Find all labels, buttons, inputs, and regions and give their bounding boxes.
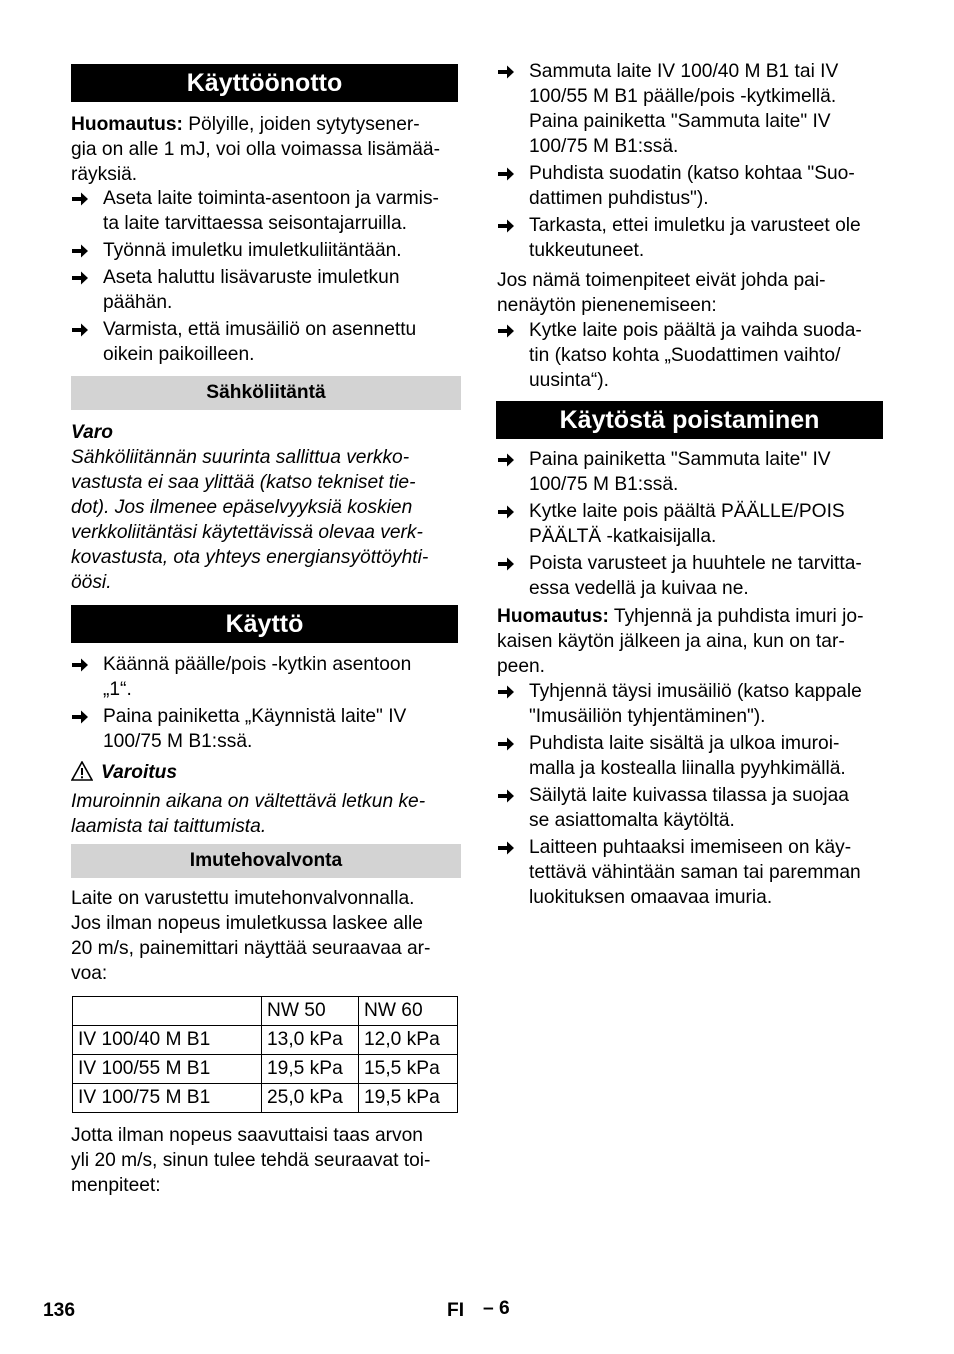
table-cell: 15,5 kPa [359, 1055, 458, 1084]
list-item-line: Tarkasta, ettei imuletku ja varusteet ole [529, 215, 861, 236]
arrow-right-icon [497, 323, 515, 339]
language-code: FI [447, 1300, 465, 1321]
list-item-line: tukkeutuneet. [529, 240, 645, 261]
list-item-line: Säilytä laite kuivassa tilassa ja suojaa [529, 785, 849, 806]
text-line: Laite on varustettu imutehonvalvonnalla. [71, 888, 415, 909]
arrow-right-icon [497, 504, 515, 520]
list-item-line: luokituksen omaavaa imuria. [529, 887, 773, 908]
pressure-table [72, 996, 458, 1113]
list-item [71, 186, 495, 236]
text-line: menpiteet: [71, 1175, 161, 1196]
list-item-line: päähän. [103, 292, 173, 313]
text-line: 20 m/s, painemittari näyttää seuraavaa ar- [71, 938, 431, 959]
list-item [497, 318, 919, 393]
arrow-right-icon [497, 556, 515, 572]
list-item [71, 652, 495, 702]
list-item-line: tin (katso kohta „Suodattimen vaihto/ [529, 345, 841, 366]
list-item-line: Paina painiketta "Sammuta laite" IV [529, 449, 831, 470]
warning-line: Imuroinnin aikana on vältettävä letkun ke- [71, 791, 426, 812]
list-item-line: Kytke laite pois päältä PÄÄLLE/POIS [529, 501, 845, 522]
text-line: Jos ilman nopeus imuletkussa laskee alle [71, 913, 423, 934]
caution-line: dot). Jos ilmenee epäselvyyksiä koskien [71, 497, 413, 518]
table-header-row [73, 997, 458, 1026]
arrow-right-icon [71, 709, 89, 725]
list-item [497, 551, 919, 601]
note-line: räyksiä. [71, 164, 138, 185]
list-item [497, 213, 919, 263]
list-item-line: Puhdista suodatin (katso kohtaa "Suo- [529, 163, 855, 184]
arrow-right-icon [497, 788, 515, 804]
list-item-line: se asiattomalta käytöltä. [529, 810, 735, 831]
arrow-right-icon [497, 166, 515, 182]
caution-block [71, 420, 463, 595]
arrow-right-icon [497, 218, 515, 234]
table-cell: IV 100/55 M B1 [73, 1055, 262, 1084]
caution-line: verkkoliitäntäsi käytettävissä olevaa verk- [71, 522, 423, 543]
list-item-line: oikein paikoilleen. [103, 344, 255, 365]
note-label: Huomautus: [497, 606, 609, 627]
note-line: Tyhjennä ja puhdista imuri jo- [608, 606, 864, 627]
list-item [497, 835, 919, 910]
caution-line: kovastusta, ota yhteys energiansyöttöyhti- [71, 547, 429, 568]
table-cell: 19,5 kPa [359, 1084, 458, 1113]
after-table-text [71, 1123, 463, 1198]
note-huomautus-1 [71, 112, 463, 187]
table-cell: 13,0 kPa [262, 1026, 359, 1055]
warning-title: Varoitus [101, 762, 178, 783]
list-item-line: ta laite tarvittaessa seisontajarruilla. [103, 213, 407, 234]
list-item-line: Paina painiketta "Sammuta laite" IV [529, 111, 831, 132]
list-item-line: tettävä vähintään saman tai paremman [529, 862, 861, 883]
arrow-right-icon [71, 657, 89, 673]
note-line: peen. [497, 656, 546, 677]
list-item [71, 238, 495, 263]
list-item-line: Sammuta laite IV 100/40 M B1 tai IV [529, 61, 839, 82]
list-item-line: „1“. [103, 679, 132, 700]
note-line: Pölyille, joiden sytytysener- [182, 114, 420, 135]
arrow-right-icon [497, 840, 515, 856]
list-item-line: dattimen puhdistus"). [529, 188, 709, 209]
table-row [73, 1055, 458, 1084]
list-item-line: PÄÄLTÄ -katkaisijalla. [529, 526, 717, 547]
list-item-line: Paina painiketta „Käynnistä laite" IV [103, 706, 407, 727]
list-item [71, 265, 495, 315]
list-item-line: Kytke laite pois päältä ja vaihda suoda- [529, 320, 862, 341]
warning-triangle-icon [71, 761, 93, 781]
section-page: – 6 [483, 1298, 510, 1319]
arrow-right-icon [71, 270, 89, 286]
caution-line: vastusta ei saa ylittää (katso tekniset tie- [71, 472, 416, 493]
list-item-line: "Imusäiliön tyhjentäminen"). [529, 706, 766, 727]
arrow-right-icon [71, 243, 89, 259]
heading-kaytto: Käyttö [71, 605, 458, 643]
table-row [73, 1026, 458, 1055]
list-item-line: Varmista, että imusäiliö on asennettu [103, 319, 417, 340]
list-item-line: 100/55 M B1 päälle/pois -kytkimellä. [529, 86, 837, 107]
table-cell: NW 60 [359, 997, 458, 1026]
warning-block [71, 760, 463, 785]
list-item [71, 317, 495, 367]
caution-line: öösi. [71, 572, 112, 593]
list-item-line: Poista varusteet ja huuhtele ne tarvitta- [529, 553, 862, 574]
list-item [497, 679, 919, 729]
warning-text [71, 789, 463, 839]
list-item [497, 447, 919, 497]
table-cell: 25,0 kPa [262, 1084, 359, 1113]
note-line: gia on alle 1 mJ, voi olla voimassa lisämää- [71, 139, 440, 160]
list-item-line: Aseta haluttu lisävaruste imuletkun [103, 267, 400, 288]
list-item-line: Työnnä imuletku imuletkuliitäntään. [103, 240, 402, 261]
table-cell [73, 997, 262, 1026]
table-cell: IV 100/40 M B1 [73, 1026, 262, 1055]
list-item-line: Laitteen puhtaaksi imemiseen on käy- [529, 837, 852, 858]
heading-kaytosta-poistaminen: Käytöstä poistaminen [496, 401, 883, 439]
suction-text [71, 886, 463, 986]
note-label: Huomautus: [71, 114, 183, 135]
text-line: yli 20 m/s, sinun tulee tehdä seuraavat toi- [71, 1150, 431, 1171]
note-huomautus-2 [497, 604, 887, 679]
if-text [497, 268, 885, 318]
arrow-right-icon [497, 452, 515, 468]
list-item-line: uusinta“). [529, 370, 609, 391]
list-item-line: Käännä päälle/pois -kytkin asentoon [103, 654, 412, 675]
arrow-right-icon [497, 64, 515, 80]
list-item-line: Puhdista laite sisältä ja ulkoa imuroi- [529, 733, 840, 754]
list-item-line: Aseta laite toiminta-asentoon ja varmis- [103, 188, 439, 209]
list-item-line: essa vedellä ja kuivaa ne. [529, 578, 749, 599]
table-row [73, 1084, 458, 1113]
list-item [497, 161, 919, 211]
heading-kayttoonotto: Käyttöönotto [71, 64, 458, 102]
subheading-imutehovalvonta: Imutehovalvonta [71, 844, 461, 878]
list-item [497, 731, 919, 781]
list-item [497, 59, 919, 159]
text-line: Jotta ilman nopeus saavuttaisi taas arvon [71, 1125, 423, 1146]
table-cell: NW 50 [262, 997, 359, 1026]
text-line: voa: [71, 963, 108, 984]
page-number: 136 [43, 1300, 76, 1321]
list-item-line: 100/75 M B1:ssä. [103, 731, 253, 752]
text-line: Jos nämä toimenpiteet eivät johda pai- [497, 270, 826, 291]
subheading-sahkoliitanta: Sähköliitäntä [71, 376, 461, 410]
list-item-line: malla ja kostealla liinalla pyyhkimällä. [529, 758, 846, 779]
table-cell: 12,0 kPa [359, 1026, 458, 1055]
warning-line: laamista tai taittumista. [71, 816, 267, 837]
table-cell: 19,5 kPa [262, 1055, 359, 1084]
list-item [71, 704, 495, 754]
arrow-right-icon [497, 684, 515, 700]
arrow-right-icon [71, 322, 89, 338]
list-item-line: 100/75 M B1:ssä. [529, 474, 679, 495]
list-item [497, 499, 919, 549]
caution-line: Sähköliitännän suurinta sallittua verkko- [71, 447, 410, 468]
note-line: kaisen käytön jälkeen ja aina, kun on tar- [497, 631, 845, 652]
list-item-line: 100/75 M B1:ssä. [529, 136, 679, 157]
arrow-right-icon [71, 191, 89, 207]
text-line: nenäytön pienenemiseen: [497, 295, 717, 316]
caution-title: Varo [71, 422, 113, 443]
arrow-right-icon [497, 736, 515, 752]
list-item-line: Tyhjennä täysi imusäiliö (katso kappale [529, 681, 862, 702]
table-cell: IV 100/75 M B1 [73, 1084, 262, 1113]
list-item [497, 783, 919, 833]
